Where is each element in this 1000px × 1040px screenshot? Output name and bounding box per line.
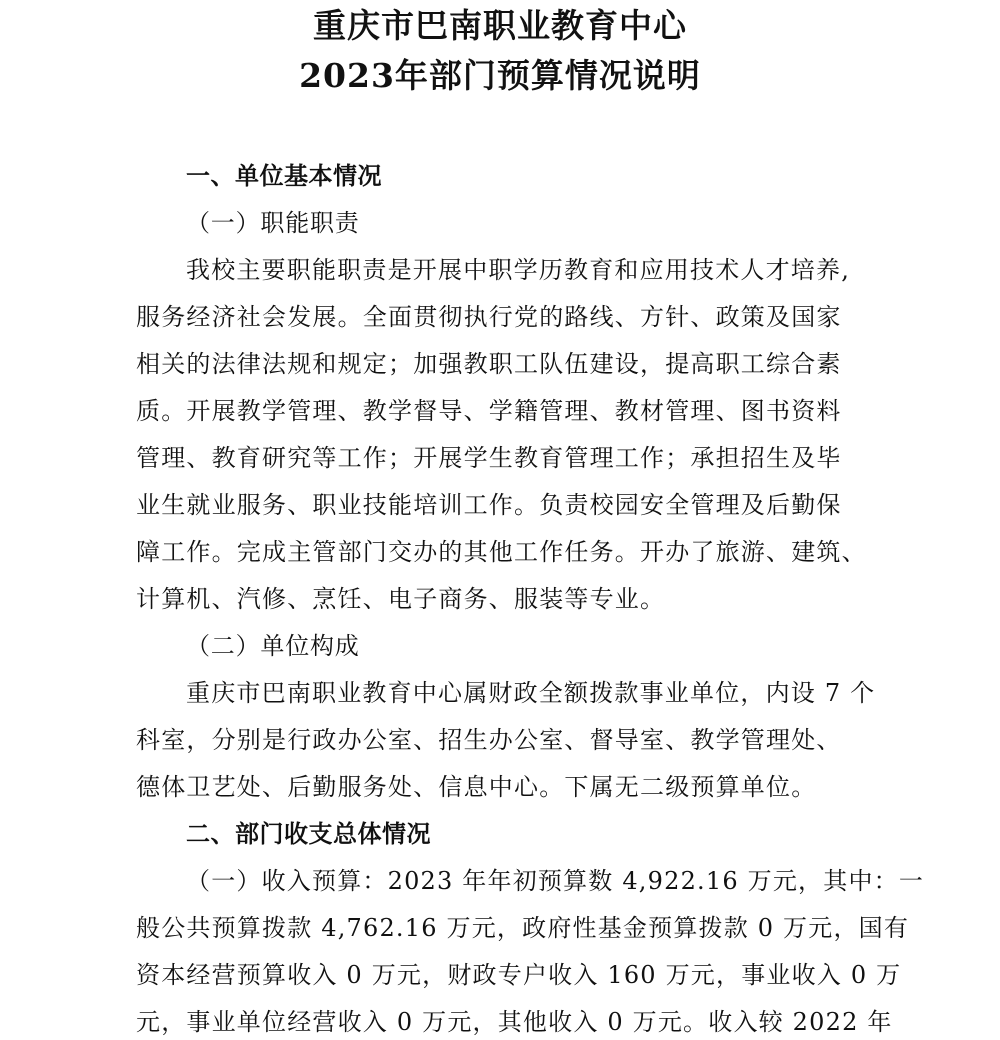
paragraph-line: 资本经营预算收入 0 万元，财政专户收入 160 万元，事业收入 0 万 — [136, 961, 902, 989]
section1-sub1-heading: （一）职能职责 — [186, 209, 360, 237]
paragraph-line: （一）收入预算：2023 年年初预算数 4,922.16 万元，其中：一 — [186, 867, 925, 895]
paragraph-line: 科室，分别是行政办公室、招生办公室、督导室、教学管理处、 — [136, 726, 842, 754]
section2-heading: 二、部门收支总体情况 — [186, 819, 431, 848]
paragraph-line: 相关的法律法规和规定；加强教职工队伍建设，提高职工综合素 — [136, 350, 842, 378]
paragraph-line: 重庆市巴南职业教育中心属财政全额拨款事业单位，内设 7 个 — [186, 679, 876, 707]
paragraph-line: 计算机、汽修、烹饪、电子商务、服装等专业。 — [136, 585, 666, 613]
section1-sub2-heading: （二）单位构成 — [186, 632, 360, 660]
paragraph-line: 障工作。完成主管部门交办的其他工作任务。开办了旅游、建筑、 — [136, 538, 867, 566]
section1-heading: 一、单位基本情况 — [186, 161, 382, 190]
paragraph-line: 德体卫艺处、后勤服务处、信息中心。下属无二级预算单位。 — [136, 773, 817, 801]
paragraph-line: 般公共预算拨款 4,762.16 万元，政府性基金预算拨款 0 万元，国有 — [136, 914, 910, 942]
paragraph-line: 元，事业单位经营收入 0 万元，其他收入 0 万元。收入较 2022 年 — [136, 1008, 893, 1036]
document-title-line2: 2023年部门预算情况说明 — [299, 56, 701, 95]
paragraph-line: 业生就业服务、职业技能培训工作。负责校园安全管理及后勤保 — [136, 491, 842, 519]
document-title-line1: 重庆市巴南职业教育中心 — [313, 6, 687, 45]
paragraph-line: 质。开展教学管理、教学督导、学籍管理、教材管理、图书资料 — [136, 397, 842, 425]
paragraph-line: 管理、教育研究等工作；开展学生教育管理工作；承担招生及毕 — [136, 444, 842, 472]
paragraph-line: 我校主要职能职责是开展中职学历教育和应用技术人才培养, — [186, 256, 851, 284]
paragraph-line: 服务经济社会发展。全面贯彻执行党的路线、方针、政策及国家 — [136, 303, 842, 331]
